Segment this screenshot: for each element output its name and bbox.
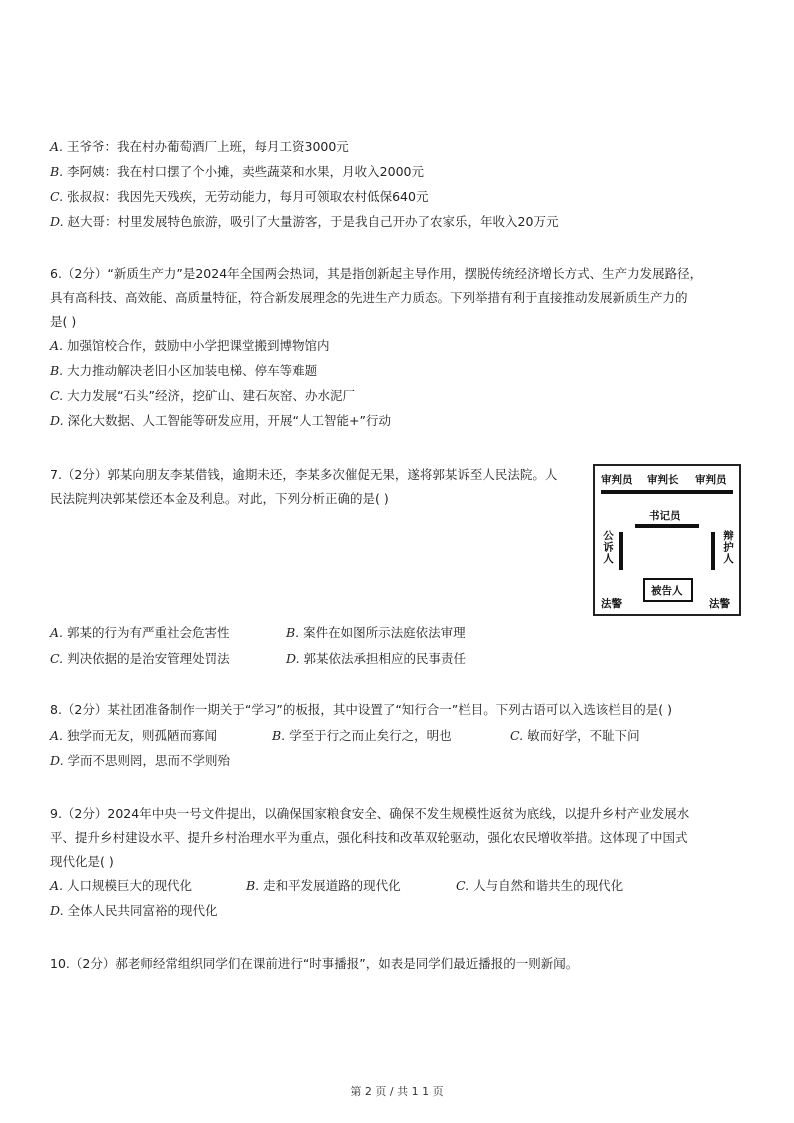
judge-right-label: 审判员 [695, 474, 727, 486]
q6-option-d: D. 深化大数据、人工智能等研发应用，开展“人工智能+”行动 [50, 413, 391, 428]
defender-desk [711, 532, 715, 570]
prosecutor-desk [619, 532, 623, 570]
q6-option-b: B. 大力推动解决老旧小区加装电梯、停车等难题 [50, 363, 318, 378]
q6-stem-line-3: 是( ) [50, 314, 77, 329]
q7-option-b: B. 案件在如图所示法庭依法审理 [286, 625, 466, 640]
defender-label: 辩护人 [722, 530, 734, 565]
q5-option-a: A. 王爷爷：我在村办葡萄酒厂上班，每月工资3000元 [50, 139, 349, 154]
judge-bench [601, 490, 733, 494]
q9-stem-line-2: 平、提升乡村建设水平、提升乡村治理水平为重点，强化科技和改革双轮驱动，强化农民增收举措。这体现了中国式 [50, 830, 688, 845]
q6-option-c: C. 大力发展“石头”经济，挖矿山、建石灰窑、办水泥厂 [50, 388, 356, 403]
q5-option-d: D. 赵大哥：村里发展特色旅游，吸引了大量游客，于是我自己开办了农家乐，年收入20万元 [50, 214, 559, 229]
defendant-box [643, 578, 693, 602]
courtroom-diagram [593, 464, 741, 616]
q9-stem-line-3: 现代化是( ) [50, 854, 114, 869]
bailiff-left-label: 法警 [601, 598, 622, 610]
q8-option-b: B. 学至于行之而止矣行之，明也 [272, 728, 452, 743]
page-footer: 第 2 页 / 共 1 1 页 [350, 1085, 444, 1098]
q7-option-d: D. 郭某依法承担相应的民事责任 [286, 651, 467, 666]
q8-stem: 8.（2分）某社团准备制作一期关于“学习”的板报，其中设置了“知行合一”栏目。下列古语可以入选该栏目的是( ) [50, 702, 673, 717]
q7-stem-line-2: 民法院判决郭某偿还本金及利息。对此，下列分析正确的是( ) [50, 491, 389, 506]
q9-option-b: B. 走和平发展道路的现代化 [246, 878, 401, 893]
q9-option-a: A. 人口规模巨大的现代化 [50, 878, 193, 893]
q6-stem-line-2: 具有高科技、高效能、高质量特征，符合新发展理念的先进生产力质态。下列举措有利于直接推动发展新质生产力的 [50, 290, 688, 305]
judge-left-label: 审判员 [601, 474, 633, 486]
q10-stem: 10.（2分）郝老师经常组织同学们在课前进行“时事播报”，如表是同学们最近播报的一则新闻。 [50, 956, 579, 971]
chief-judge-label: 审判长 [647, 474, 679, 486]
bailiff-right-label: 法警 [709, 598, 730, 610]
q5-option-c: C. 张叔叔：我因先天残疾，无劳动能力，每月可领取农村低保640元 [50, 189, 429, 204]
prosecutor-label: 公诉人 [602, 530, 614, 565]
q8-option-d: D. 学而不思则罔，思而不学则殆 [50, 753, 231, 768]
q6-option-a: A. 加强馆校合作，鼓励中小学把课堂搬到博物馆内 [50, 338, 330, 353]
q6-stem-line-1: 6.（2分）“新质生产力”是2024年全国两会热词，其是指创新起主导作用，摆脱传统经济增长方式、生产力发展路径， [50, 266, 703, 281]
q8-option-c: C. 敏而好学，不耻下问 [510, 728, 640, 743]
q7-option-c: C. 判决依据的是治安管理处罚法 [50, 651, 230, 666]
q7-option-a: A. 郭某的行为有严重社会危害性 [50, 625, 230, 640]
q9-option-d: D. 全体人民共同富裕的现代化 [50, 903, 218, 918]
q7-stem-line-1: 7.（2分）郭某向朋友李某借钱，逾期未还，李某多次催促无果，遂将郭某诉至人民法院。人 [50, 467, 558, 482]
q5-option-b: B. 李阿姨：我在村口摆了个小摊，卖些蔬菜和水果，月收入2000元 [50, 164, 424, 179]
q9-stem-line-1: 9.（2分）2024年中央一号文件提出，以确保国家粮食安全、确保不发生规模性返贫为底线，以提升乡村产业发展水 [50, 806, 690, 821]
clerk-desk [635, 524, 699, 528]
clerk-label: 书记员 [649, 510, 681, 522]
q9-option-c: C. 人与自然和谐共生的现代化 [456, 878, 624, 893]
defendant-label: 被告人 [651, 585, 683, 597]
q8-option-a: A. 独学而无友，则孤陋而寡闻 [50, 728, 218, 743]
